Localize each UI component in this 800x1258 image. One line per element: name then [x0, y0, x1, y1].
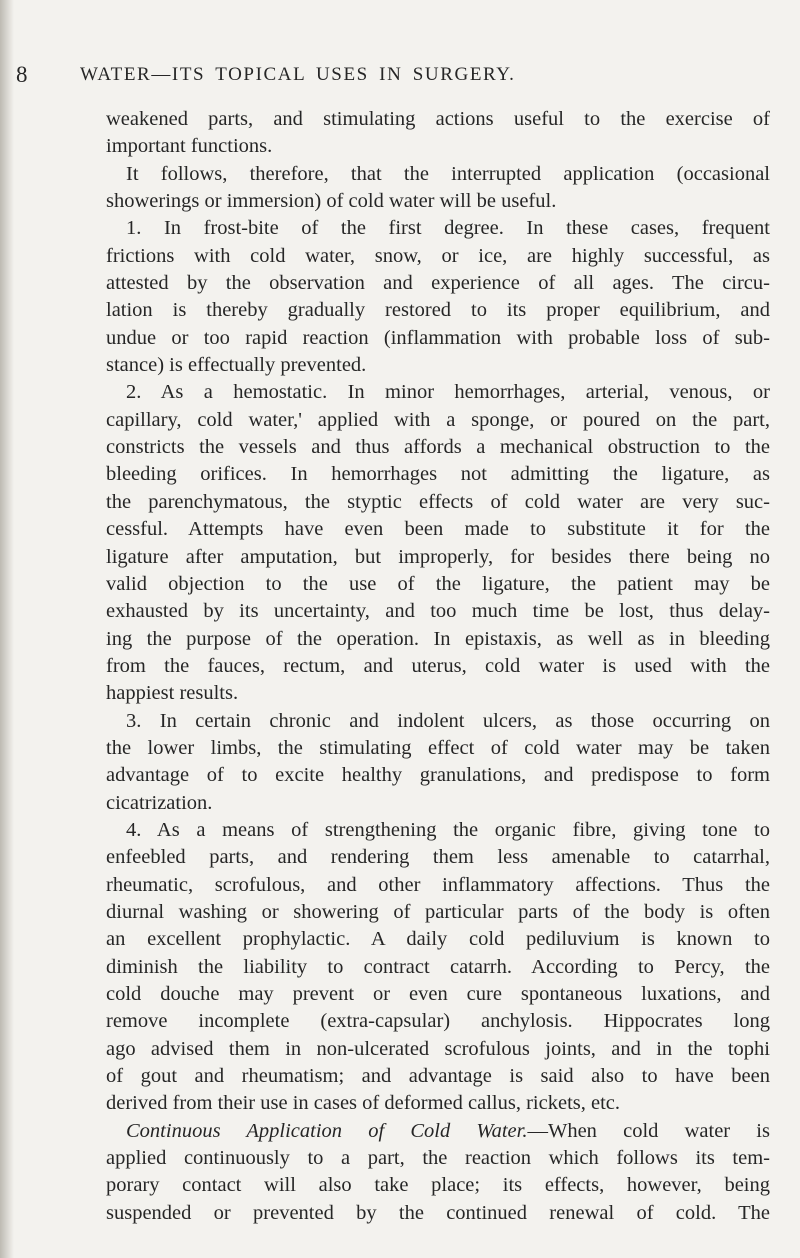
page-edge-shadow: [0, 0, 14, 1258]
text-line: cicatrization.: [106, 791, 213, 814]
text-line: derived from their use in cases of deformed callus, rickets, etc.: [106, 1092, 621, 1115]
text-line: 4. As a means of strengthening the organic fibre, giving tone to: [126, 818, 770, 841]
text-line: attested by the observation and experience of all ages. The circu-: [106, 272, 770, 295]
body-text: [106, 106, 770, 1227]
paragraph: [106, 106, 770, 161]
text-line: constricts the vessels and thus affords a mechanical obstruction to the: [106, 436, 770, 459]
text-line: weakened parts, and stimulating actions useful to the exercise of: [106, 108, 770, 130]
page-number: 8: [16, 62, 28, 87]
text-line: cold douche may prevent or even cure spontaneous luxations, and: [106, 983, 770, 1005]
text-line: ligature after amputation, but improperly, for besides there being no: [106, 545, 770, 568]
text-line: enfeebled parts, and rendering them less amenable to catarrhal,: [106, 846, 770, 869]
text-line: stance) is effectually prevented.: [106, 354, 367, 377]
text-line: the lower limbs, the stimulating effect of cold water may be taken: [106, 736, 770, 759]
text-line: diminish the liability to contract catarrh. According to Percy, the: [106, 955, 770, 978]
text-line: rheumatic, scrofulous, and other inflammatory affections. Thus the: [106, 873, 770, 896]
paragraph: [106, 379, 770, 707]
text-line: advantage of to excite healthy granulations, and predispose to form: [106, 764, 770, 787]
text-line: undue or too rapid reaction (inflammation with probable loss of sub-: [106, 326, 770, 349]
text-line: ing the purpose of the operation. In epistaxis, as well as in bleeding: [106, 627, 770, 650]
text-line: of gout and rheumatism; and advantage is said also to have been: [106, 1065, 770, 1088]
paragraph: [106, 817, 770, 1118]
text-line: 2. As a hemostatic. In minor hemorrhages, arterial, venous, or: [126, 381, 770, 404]
paragraph: [106, 1118, 770, 1227]
section-heading: Continuous Application of Cold Water.: [126, 1119, 528, 1142]
text-line: lation is thereby gradually restored to its proper equilibrium, and: [106, 299, 770, 322]
text-line: exhausted by its uncertainty, and too much time be lost, thus delay-: [106, 600, 770, 623]
text-line: valid objection to the use of the ligature, the patient may be: [106, 572, 770, 595]
text-line: ago advised them in non-ulcerated scrofulous joints, and in the tophi: [106, 1037, 770, 1060]
text-line: 1. In frost-bite of the first degree. In these cases, frequent: [126, 217, 770, 240]
text-line: important functions.: [106, 135, 273, 158]
paragraph: [106, 708, 770, 817]
text-line: bleeding orifices. In hemorrhages not admitting the ligature, as: [106, 463, 770, 486]
text-line: It follows, therefore, that the interrupted application (occasional: [126, 162, 770, 185]
text-line: applied continuously to a part, the reaction which follows its tem-: [106, 1147, 770, 1170]
text-line: [106, 1118, 770, 1145]
text-line: porary contact will also take place; its effects, however, being: [106, 1174, 770, 1197]
paragraph: [106, 161, 770, 216]
line-text: —When cold water is: [527, 1119, 770, 1142]
text-line: diurnal washing or showering of particular parts of the body is often: [106, 900, 770, 923]
text-line: from the fauces, rectum, and uterus, cold water is used with the: [106, 654, 770, 677]
paragraph: [106, 215, 770, 379]
text-line: happiest results.: [106, 682, 239, 705]
text-line: capillary, cold water,' applied with a sponge, or poured on the part,: [106, 408, 770, 431]
text-line: the parenchymatous, the styptic effects of cold water are very suc-: [106, 490, 770, 513]
text-line: suspended or prevented by the continued renewal of cold. The: [106, 1201, 770, 1224]
text-line: showerings or immersion) of cold water will be useful.: [106, 190, 557, 213]
text-line: 3. In certain chronic and indolent ulcers, as those occurring on: [126, 709, 770, 732]
text-line: an excellent prophylactic. A daily cold pediluvium is known to: [106, 928, 770, 951]
text-line: remove incomplete (extra-capsular) anchylosis. Hippocrates long: [106, 1010, 770, 1033]
text-line: frictions with cold water, snow, or ice, are highly successful, as: [106, 244, 770, 267]
running-title: WATER—ITS TOPICAL USES IN SURGERY.: [80, 64, 516, 85]
text-line: cessful. Attempts have even been made to substitute it for the: [106, 518, 770, 541]
